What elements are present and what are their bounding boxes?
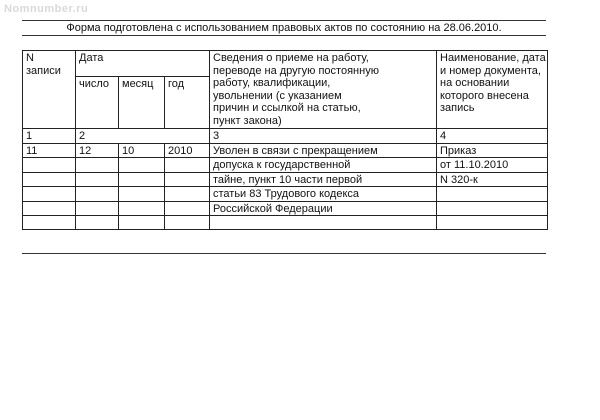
table-row [23,216,548,230]
header-line: записи [26,64,61,77]
column-number: 4 [437,129,548,144]
cell [76,187,119,202]
cell: тайне, пункт 10 части первой [210,172,437,187]
cell [23,172,76,187]
cell [165,158,210,173]
header-line: переводе на другую постоянную [213,64,379,77]
header-line: N [26,52,34,64]
cell [76,172,119,187]
cell [23,201,76,216]
cell: 11 [23,143,76,158]
table-row [23,172,548,187]
header-line: причин и ссылкой на статью, [213,102,361,114]
cell [437,187,548,202]
column-numbers-row [23,129,548,144]
column-number: 3 [210,129,437,144]
header-line: увольнении (с указанием [213,89,342,102]
cell: статьи 83 Трудового кодекса [210,187,437,202]
cell: Российской Федерации [210,201,437,216]
cell [119,187,165,202]
column-number: 1 [23,129,76,144]
header-document [437,51,548,129]
cell [437,216,548,230]
header-line: работу, квалификации, [213,77,331,89]
bottom-rule [22,253,546,254]
table-row [23,158,548,173]
header-line: которого внесена [440,89,529,102]
cell: от 11.10.2010 [437,158,548,173]
cell [119,158,165,173]
cell: 2010 [165,143,210,158]
header-record-number [23,51,76,129]
cell [119,201,165,216]
cell: допуска к государственной [210,158,437,173]
cell [437,201,548,216]
cell [23,187,76,202]
cell [76,201,119,216]
cell: N 320-к [437,172,548,187]
header-date: Дата [76,51,210,77]
cell [119,216,165,230]
cell [76,158,119,173]
header-month: месяц [119,77,165,129]
cell [165,201,210,216]
cell [23,216,76,230]
cell: 10 [119,143,165,158]
cell: 12 [76,143,119,158]
caption-rule [22,35,546,36]
header-year: год [165,77,210,129]
cell [210,216,437,230]
cell [165,216,210,230]
table-row [23,187,548,202]
employment-record-table [22,50,548,230]
cell [165,187,210,202]
cell [119,172,165,187]
header-details [210,51,437,129]
top-rule [22,20,546,21]
column-number: 2 [76,129,210,144]
cell: Уволен в связи с прекращением [210,143,437,158]
header-line: пункт закона) [213,114,282,127]
header-line: запись [440,102,475,114]
cell: Приказ [437,143,548,158]
header-day: число [76,77,119,129]
cell [76,216,119,230]
cell [23,158,76,173]
header-line: Наименование, дата [440,52,546,64]
watermark: Nomnumber.ru [4,3,89,15]
table-row [23,143,548,158]
header-line: на основании [440,77,510,89]
table-row [23,201,548,216]
cell [165,172,210,187]
header-line: Сведения о приеме на работу, [213,52,369,64]
header-line: и номер документа, [440,64,541,77]
form-caption: Форма подготовлена с использованием правовых актов по состоянию на 28.06.2010. [66,22,502,34]
